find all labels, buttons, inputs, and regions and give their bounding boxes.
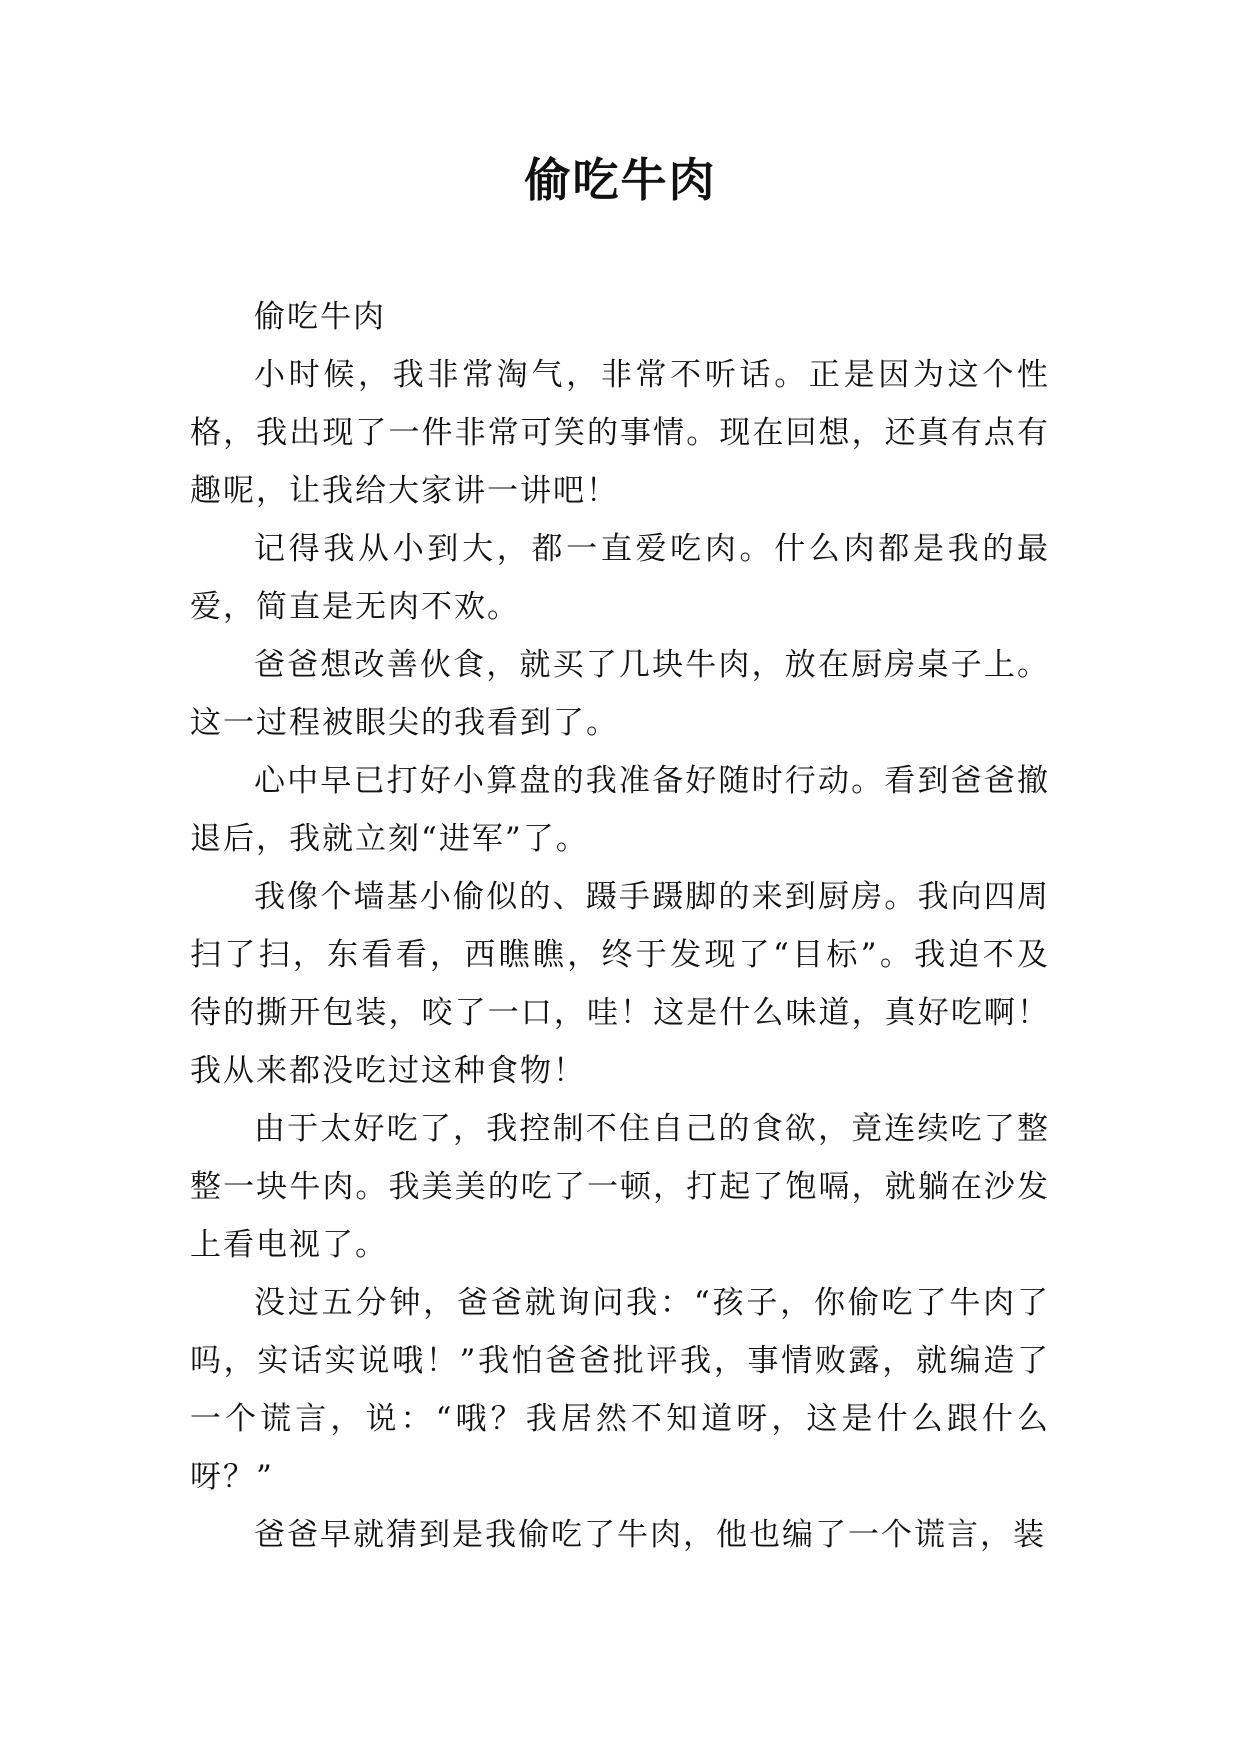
paragraph-subtitle: 偷吃牛肉 — [254, 299, 386, 335]
paragraph: 爸爸早就猜到是我偷吃了牛肉，他也编了一个谎言，装 — [254, 1517, 1046, 1553]
paragraph: 小时候，我非常淘气，非常不听话。正是因为这个性格，我出现了一件非常可笑的事情。现在回想，还真有点有趣呢，让我给大家讲一讲吧！ — [190, 357, 1050, 509]
article-body — [190, 288, 1050, 1564]
paragraph: 我像个墙基小偷似的、蹑手蹑脚的来到厨房。我向四周扫了扫，东看看，西瞧瞧，终于发现了“目标”。我迫不及待的撕开包装，咬了一口，哇！这是什么味道，真好吃啊！我从来都没吃过这种食物！ — [190, 879, 1050, 1089]
paragraph: 爸爸想改善伙食，就买了几块牛肉，放在厨房桌子上。这一过程被眼尖的我看到了。 — [190, 647, 1050, 741]
paragraph: 心中早已打好小算盘的我准备好随时行动。看到爸爸撤退后，我就立刻“进军”了。 — [190, 763, 1050, 857]
paragraph: 由于太好吃了，我控制不住自己的食欲，竟连续吃了整整一块牛肉。我美美的吃了一顿，打起了饱嗝，就躺在沙发上看电视了。 — [190, 1111, 1050, 1263]
page-title: 偷吃牛肉 — [524, 153, 717, 207]
paragraph: 没过五分钟，爸爸就询问我：“孩子，你偷吃了牛肉了吗，实话实说哦！”我怕爸爸批评我，事情败露，就编造了一个谎言，说：“哦？我居然不知道呀，这是什么跟什么呀？” — [190, 1285, 1050, 1495]
paragraph: 记得我从小到大，都一直爱吃肉。什么肉都是我的最爱，简直是无肉不欢。 — [190, 531, 1050, 625]
